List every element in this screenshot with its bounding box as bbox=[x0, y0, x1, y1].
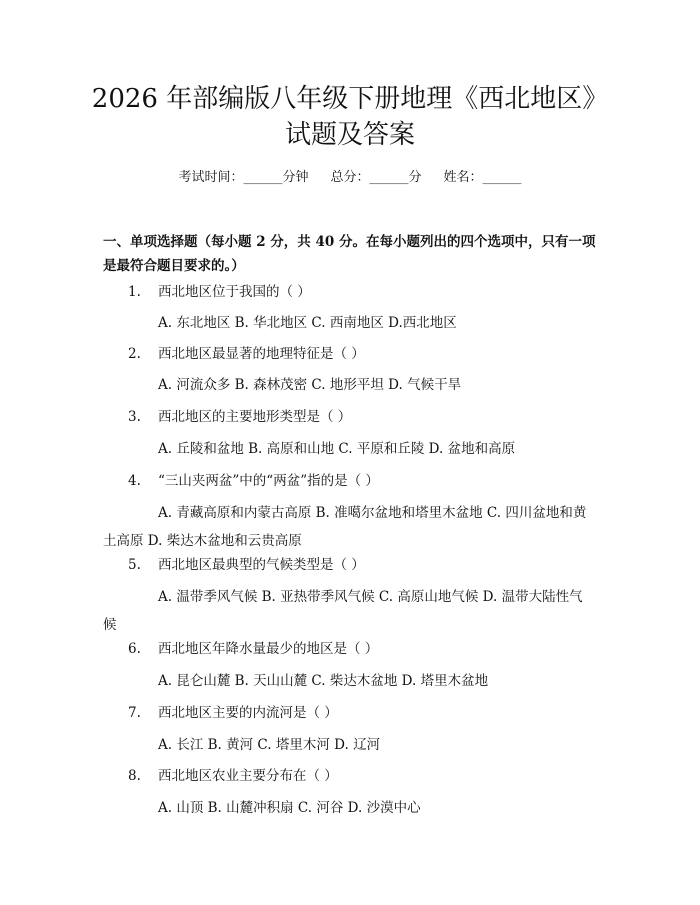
question-number: 3. bbox=[128, 409, 141, 425]
section-heading: 一、单项选择题（每小题 2 分，共 40 分。在每小题列出的四个选项中，只有一项是最符合题目要求的。） bbox=[103, 234, 596, 274]
question-options: A. 长江 B. 黄河 C. 塔里木河 D. 辽河 bbox=[158, 737, 381, 753]
question-options: A. 温带季风气候 B. 亚热带季风气候 C. 高原山地气候 D. 温带大陆性气候 bbox=[103, 589, 583, 633]
document-title-line1: 2026 年部编版八年级下册地理《西北地区》 bbox=[91, 84, 609, 114]
question-options: A. 青藏高原和内蒙古高原 B. 准噶尔盆地和塔里木盆地 C. 四川盆地和黄土高原 D. 柴达木盆地和云贵高原 bbox=[103, 505, 587, 549]
document-title-line2: 试题及答案 bbox=[284, 120, 415, 150]
question-number: 1. bbox=[128, 284, 141, 300]
question-stem: 西北地区的主要地形类型是（ ） bbox=[158, 409, 352, 425]
student-name-field: 姓名：______ bbox=[443, 170, 522, 185]
exam-time-field: 考试时间：______分钟 bbox=[178, 170, 309, 185]
question-stem: 西北地区农业主要分布在（ ） bbox=[158, 768, 338, 784]
question-stem: 西北地区位于我国的（ ） bbox=[158, 284, 311, 300]
question-number: 6. bbox=[128, 641, 141, 657]
question-options: A. 丘陵和盆地 B. 高原和山地 C. 平原和丘陵 D. 盆地和高原 bbox=[158, 441, 516, 457]
question-options: A. 河流众多 B. 森林茂密 C. 地形平坦 D. 气候干旱 bbox=[158, 377, 462, 393]
exam-meta bbox=[0, 168, 700, 188]
question-options: A. 山顶 B. 山麓冲积扇 C. 河谷 D. 沙漠中心 bbox=[158, 800, 421, 816]
question-options: A. 昆仑山麓 B. 天山山麓 C. 柴达木盆地 D. 塔里木盆地 bbox=[158, 673, 489, 689]
question-stem: 西北地区最显著的地理特征是（ ） bbox=[158, 346, 365, 362]
question-stem: 西北地区最典型的气候类型是（ ） bbox=[158, 557, 365, 573]
question-number: 7. bbox=[128, 705, 141, 721]
question-stem: 西北地区主要的内流河是（ ） bbox=[158, 705, 338, 721]
question-number: 8. bbox=[128, 768, 141, 784]
question-options: A. 东北地区 B. 华北地区 C. 西南地区 D.西北地区 bbox=[158, 315, 457, 331]
question-number: 5. bbox=[128, 557, 141, 573]
total-score-field: 总分：______分 bbox=[330, 170, 422, 185]
question-stem: 西北地区年降水量最少的地区是（ ） bbox=[158, 641, 379, 657]
question-stem: “三山夹两盆”中的“两盆”指的是（ ） bbox=[158, 473, 379, 489]
question-number: 4. bbox=[128, 473, 141, 489]
question-number: 2. bbox=[128, 346, 141, 362]
